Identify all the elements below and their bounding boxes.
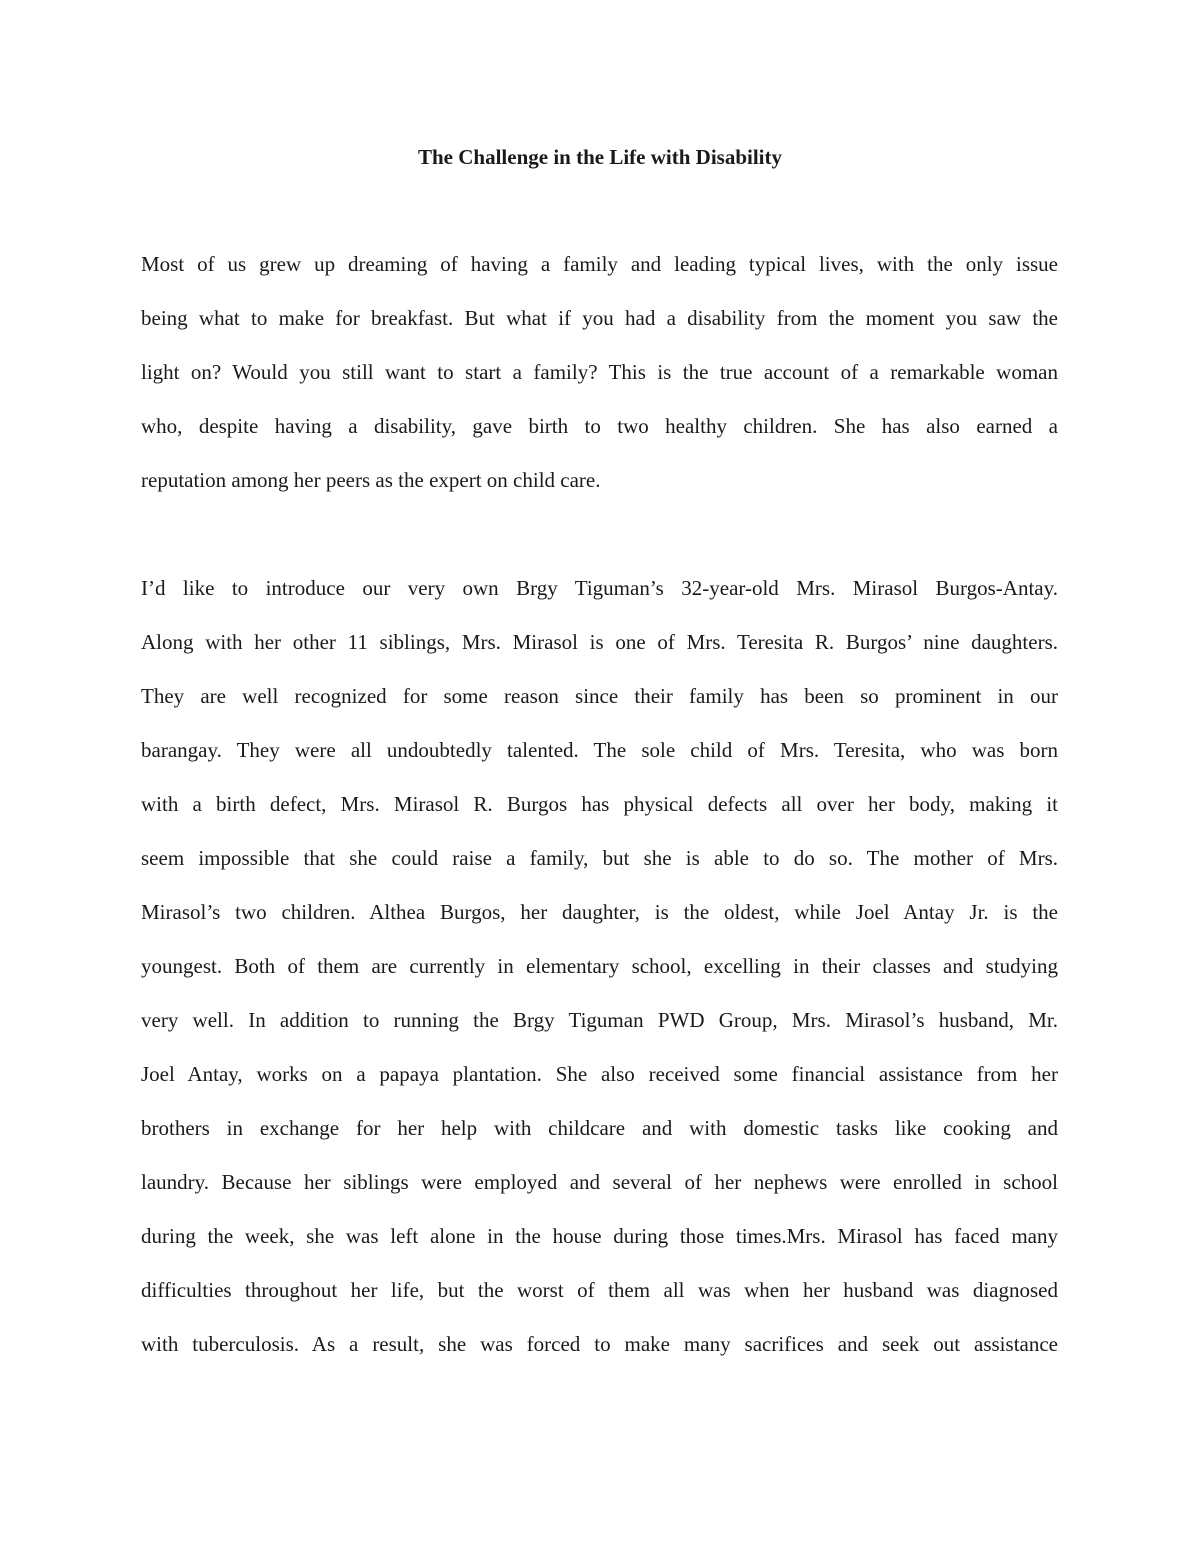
paragraph-line: Most of us grew up dreaming of having a family and leading typical lives, with the only issue — [141, 252, 1058, 276]
paragraph-line: Mirasol’s two children. Althea Burgos, her daughter, is the oldest, while Joel Antay Jr. is the — [141, 900, 1058, 924]
paragraph-line: during the week, she was left alone in the house during those times.Mrs. Mirasol has faced many — [141, 1224, 1058, 1248]
paragraph-line: very well. In addition to running the Brgy Tiguman PWD Group, Mrs. Mirasol’s husband, Mr. — [141, 1008, 1058, 1032]
paragraph-2 — [141, 573, 1058, 1383]
paragraph-line: difficulties throughout her life, but the worst of them all was when her husband was diagnosed — [141, 1278, 1058, 1302]
paragraph-line: reputation among her peers as the expert on child care. — [141, 468, 601, 492]
paragraph-line: who, despite having a disability, gave birth to two healthy children. She has also earned a — [141, 414, 1058, 438]
paragraph-line: barangay. They were all undoubtedly talented. The sole child of Mrs. Teresita, who was born — [141, 738, 1058, 762]
paragraph-line: with a birth defect, Mrs. Mirasol R. Burgos has physical defects all over her body, making it — [141, 792, 1058, 816]
paragraph-line: Joel Antay, works on a papaya plantation. She also received some financial assistance from her — [141, 1062, 1058, 1086]
paragraph-line: They are well recognized for some reason since their family has been so prominent in our — [141, 684, 1058, 708]
paragraph-line: laundry. Because her siblings were employed and several of her nephews were enrolled in school — [141, 1170, 1058, 1194]
paragraph-1 — [141, 249, 1058, 519]
document-title: The Challenge in the Life with Disability — [417, 145, 783, 169]
paragraph-line: light on? Would you still want to start a family? This is the true account of a remarkable woman — [141, 360, 1058, 384]
paragraph-line: Along with her other 11 siblings, Mrs. Mirasol is one of Mrs. Teresita R. Burgos’ nine daughters. — [141, 630, 1058, 654]
paragraph-line: I’d like to introduce our very own Brgy Tiguman’s 32-year-old Mrs. Mirasol Burgos-Antay. — [141, 576, 1058, 600]
paragraph-line: being what to make for breakfast. But what if you had a disability from the moment you saw the — [141, 306, 1058, 330]
paragraph-line: brothers in exchange for her help with childcare and with domestic tasks like cooking and — [141, 1116, 1058, 1140]
paragraph-line: seem impossible that she could raise a family, but she is able to do so. The mother of Mrs. — [141, 846, 1058, 870]
paragraph-line: youngest. Both of them are currently in elementary school, excelling in their classes and studying — [141, 954, 1058, 978]
paragraph-line: with tuberculosis. As a result, she was forced to make many sacrifices and seek out assistance — [141, 1332, 1058, 1356]
